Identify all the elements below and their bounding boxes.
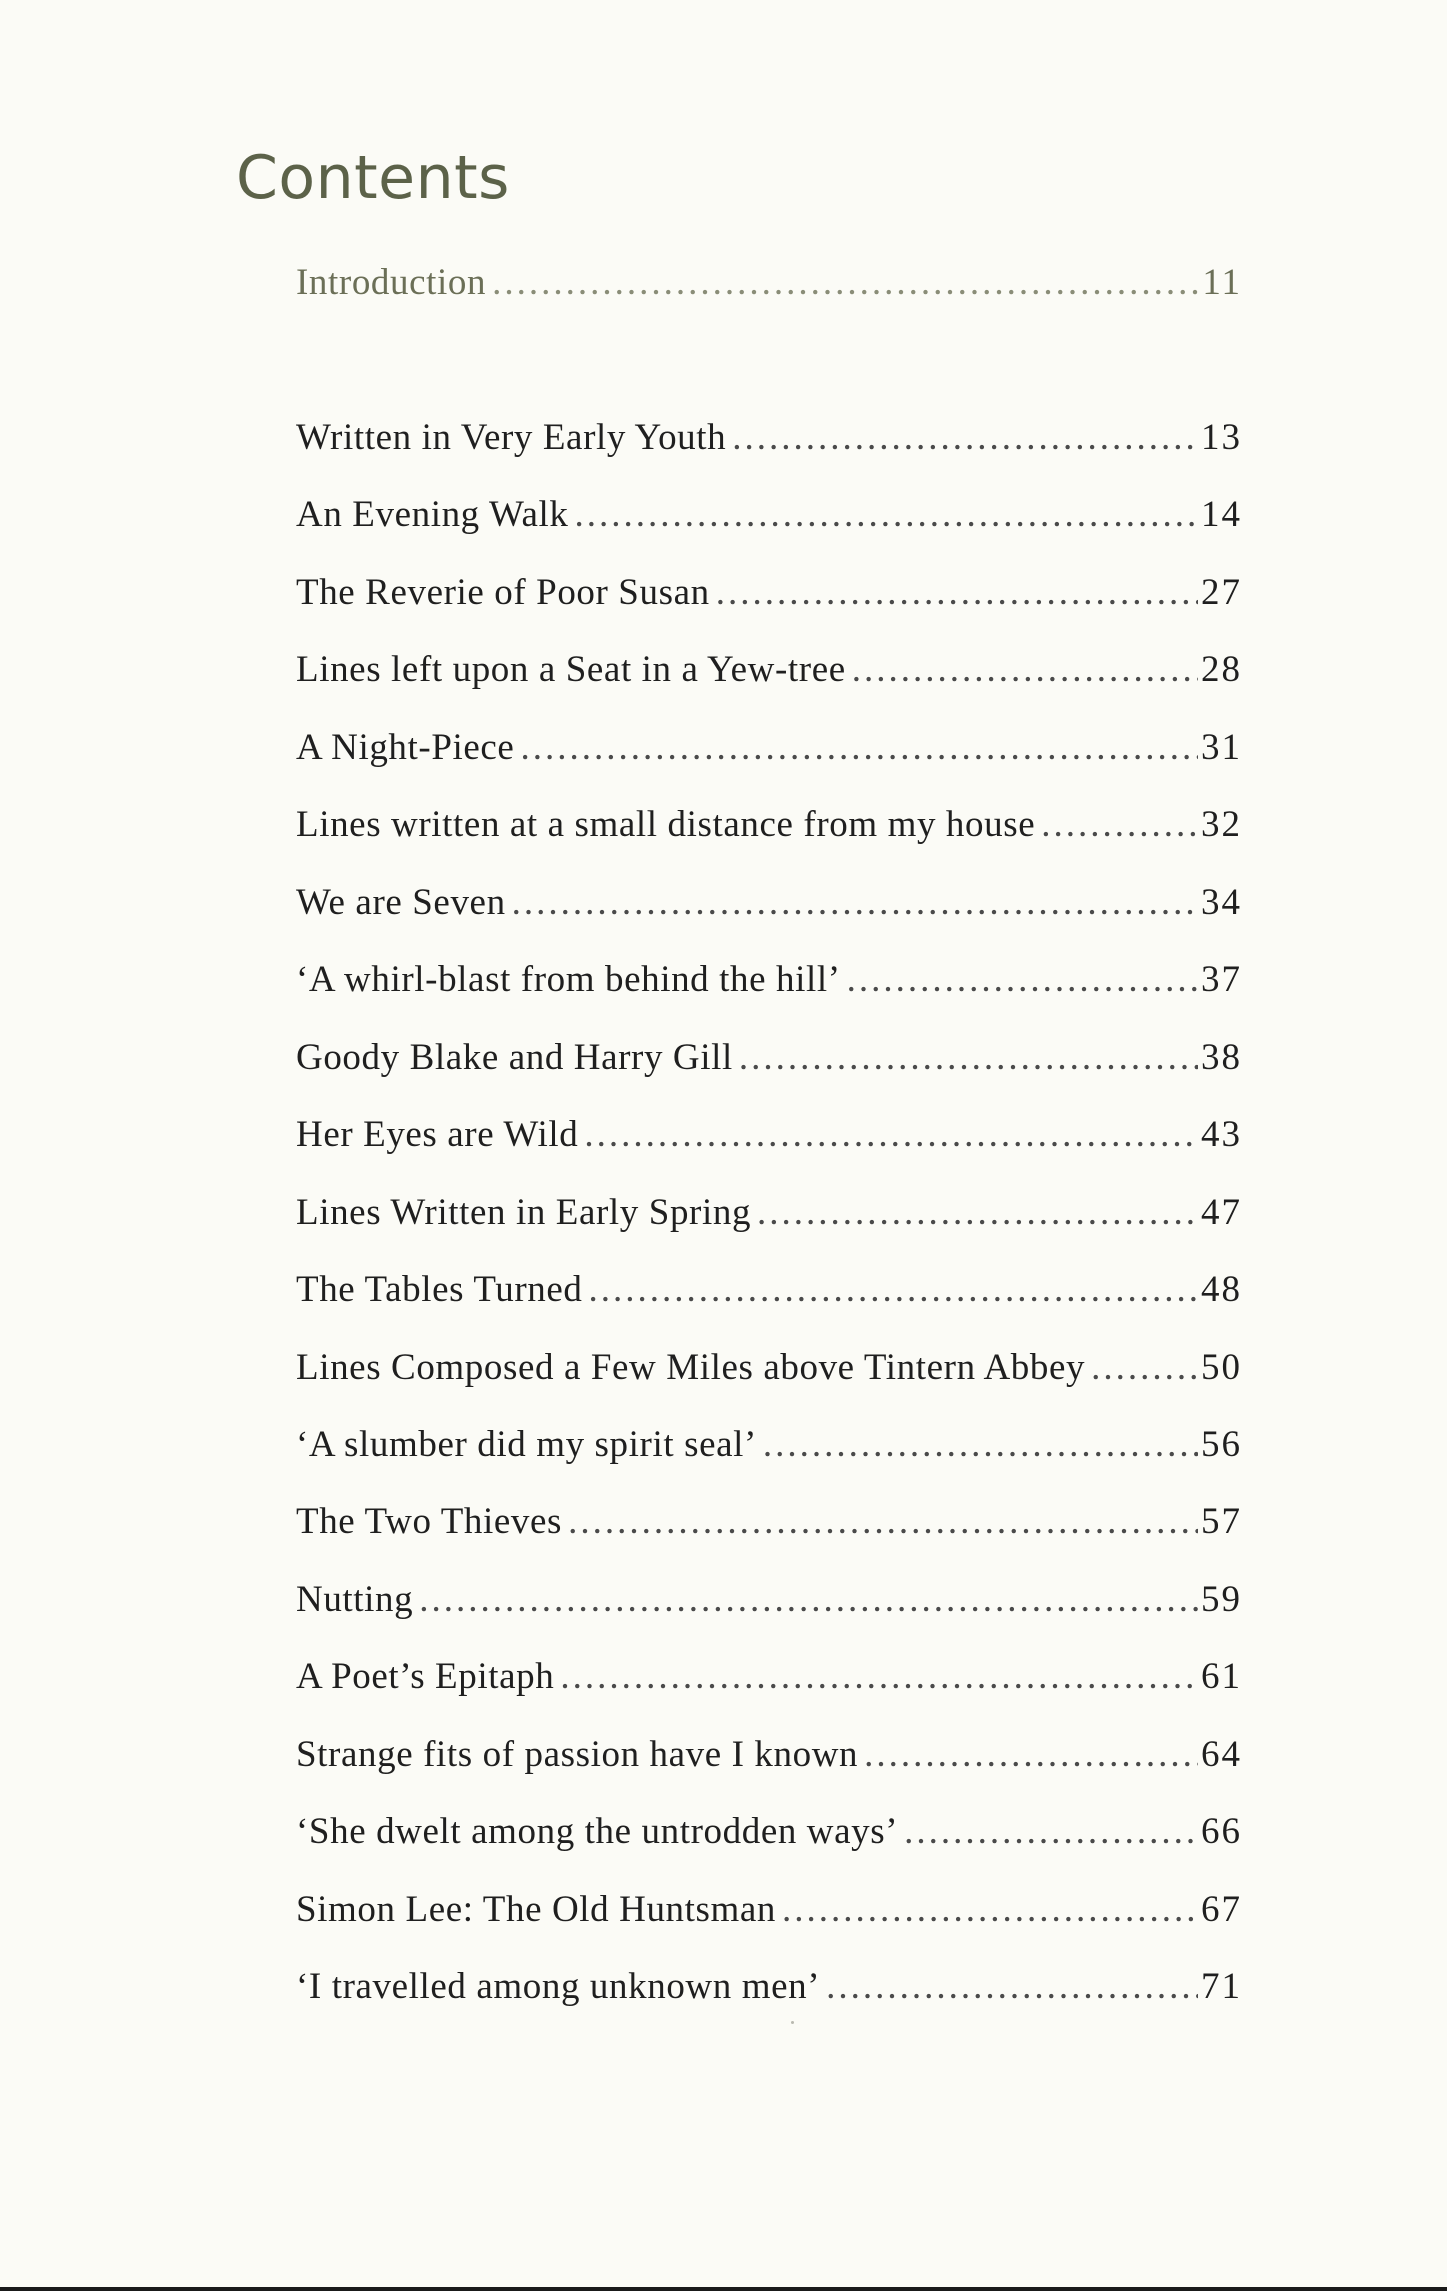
toc-entry[interactable]: [296, 723, 1242, 773]
toc-page-number: 13: [1201, 417, 1242, 458]
toc-entry-title: The Two Thieves: [296, 1501, 563, 1542]
dot-leader: [716, 568, 1198, 618]
toc-entry-title: We are Seven: [296, 882, 506, 923]
toc-page-number: 59: [1201, 1579, 1242, 1620]
toc-page-number: 14: [1201, 494, 1242, 535]
toc-entry[interactable]: [296, 568, 1242, 618]
toc-page-number: 56: [1201, 1424, 1242, 1465]
page-title: Contents: [236, 143, 510, 213]
toc-entry[interactable]: [296, 1885, 1242, 1935]
toc-page-number: 48: [1201, 1269, 1242, 1310]
toc-entry[interactable]: [296, 878, 1242, 928]
dot-leader: [852, 645, 1198, 695]
toc-page-number: 37: [1201, 959, 1242, 1000]
dot-leader: [1041, 800, 1198, 850]
dot-leader: [739, 1033, 1198, 1083]
toc-entry-title: The Tables Turned: [296, 1269, 583, 1310]
toc-entry-title: A Night-Piece: [296, 727, 515, 768]
toc-entry-title: Written in Very Early Youth: [296, 417, 727, 458]
toc-page-number: 64: [1201, 1734, 1242, 1775]
dot-leader: [512, 878, 1198, 928]
toc-page-number: 47: [1201, 1192, 1242, 1233]
toc-page-number: 61: [1201, 1656, 1242, 1697]
dot-leader: [492, 258, 1199, 308]
toc-page-number: 43: [1201, 1114, 1242, 1155]
toc-page-number: 28: [1201, 649, 1242, 690]
toc-page-number: 27: [1201, 572, 1242, 613]
toc-page-number: 57: [1201, 1501, 1242, 1542]
dot-leader: [864, 1730, 1198, 1780]
toc-entry-title: A Poet’s Epitaph: [296, 1656, 555, 1697]
toc-entry[interactable]: [296, 1575, 1242, 1625]
dot-leader: [419, 1575, 1198, 1625]
toc-entry[interactable]: [296, 1962, 1242, 2012]
toc-entry-title: Simon Lee: The Old Huntsman: [296, 1889, 777, 1930]
dot-leader: [826, 1962, 1198, 2012]
scan-edge: [0, 2287, 1447, 2291]
toc-page-number: 67: [1201, 1889, 1242, 1930]
toc-entry-title: ‘I travelled among unknown men’: [296, 1966, 821, 2007]
toc-entry[interactable]: [296, 1730, 1242, 1780]
dot-leader: [520, 723, 1198, 773]
toc-page-number: 71: [1201, 1966, 1242, 2007]
toc-entry-title: Goody Blake and Harry Gill: [296, 1037, 733, 1078]
dot-leader: [732, 413, 1198, 463]
toc-entry-title: Introduction: [296, 262, 487, 303]
toc-page-number: 34: [1201, 882, 1242, 923]
dot-leader: [757, 1188, 1198, 1238]
toc-entry-introduction[interactable]: [296, 258, 1242, 308]
toc-entry-title: Strange fits of passion have I known: [296, 1734, 859, 1775]
toc-entry[interactable]: [296, 1110, 1242, 1160]
toc-entry[interactable]: [296, 1265, 1242, 1315]
dot-leader: [847, 955, 1198, 1005]
toc-entry-title: ‘A whirl-blast from behind the hill’: [296, 959, 841, 1000]
toc-entry-title: Lines Written in Early Spring: [296, 1192, 752, 1233]
toc-page-number: 50: [1201, 1347, 1242, 1388]
toc-entry[interactable]: [296, 490, 1242, 540]
toc-entry[interactable]: [296, 413, 1242, 463]
toc-entry-title: The Reverie of Poor Susan: [296, 572, 710, 613]
toc-entry[interactable]: [296, 1420, 1242, 1470]
toc-entry[interactable]: [296, 1807, 1242, 1857]
toc-page-number: 32: [1201, 804, 1242, 845]
toc-entry-title: Nutting: [296, 1579, 414, 1620]
toc-page-number: 31: [1201, 727, 1242, 768]
toc-entry[interactable]: [296, 645, 1242, 695]
toc-page-number: 38: [1201, 1037, 1242, 1078]
toc-entry-title: Lines left upon a Seat in a Yew-tree: [296, 649, 846, 690]
dot-leader: [584, 1110, 1198, 1160]
toc-entry-title: Her Eyes are Wild: [296, 1114, 579, 1155]
toc-page-number: 11: [1202, 262, 1242, 303]
toc-entry-title: Lines Composed a Few Miles above Tintern Abbey: [296, 1347, 1086, 1388]
toc-entry-title: ‘A slumber did my spirit seal’: [296, 1424, 757, 1465]
toc-entry[interactable]: [296, 1497, 1242, 1547]
toc-entry[interactable]: [296, 1188, 1242, 1238]
dot-leader: [782, 1885, 1198, 1935]
toc-entry-title: An Evening Walk: [296, 494, 569, 535]
toc-entry-title: Lines written at a small distance from my house: [296, 804, 1036, 845]
toc-entry[interactable]: [296, 800, 1242, 850]
toc-entry-title: ‘She dwelt among the untrodden ways’: [296, 1811, 899, 1852]
toc-page-number: 66: [1201, 1811, 1242, 1852]
dot-leader: [904, 1807, 1198, 1857]
dot-leader: [575, 490, 1198, 540]
scan-speck: [791, 2021, 794, 2024]
toc-entry[interactable]: [296, 1652, 1242, 1702]
dot-leader: [763, 1420, 1198, 1470]
dot-leader: [588, 1265, 1198, 1315]
dot-leader: [1091, 1343, 1198, 1393]
dot-leader: [568, 1497, 1198, 1547]
toc-entry[interactable]: [296, 1033, 1242, 1083]
toc-entry[interactable]: [296, 1343, 1242, 1393]
toc-entry[interactable]: [296, 955, 1242, 1005]
dot-leader: [560, 1652, 1198, 1702]
